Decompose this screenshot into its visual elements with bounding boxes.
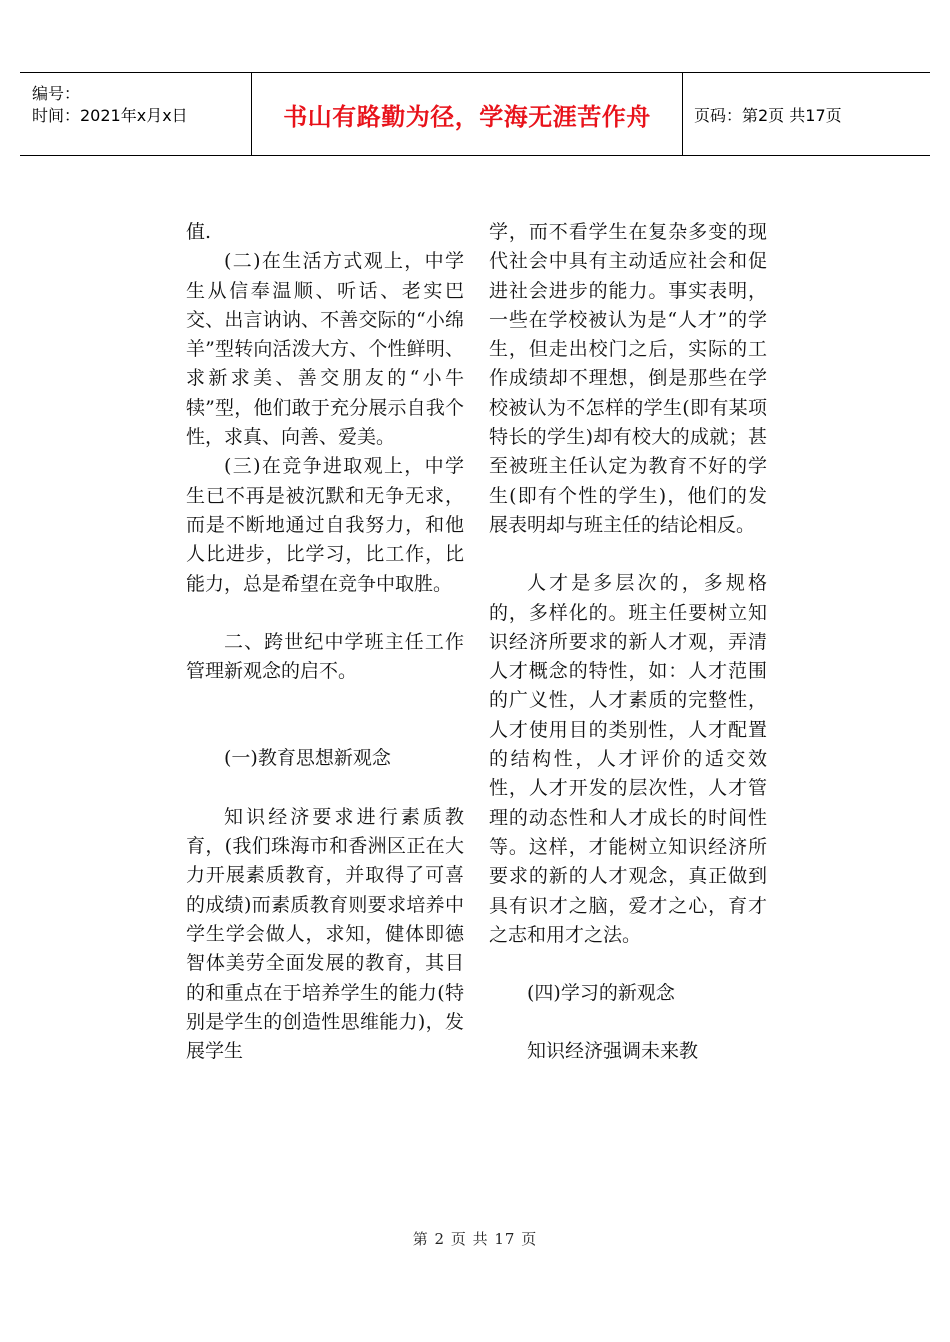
paragraph-spacer bbox=[489, 540, 767, 569]
paragraph-spacer bbox=[489, 950, 767, 979]
header-page-info: 页码：第2页 共17页 bbox=[694, 105, 842, 125]
document-date-label: 时间：2021年x月x日 bbox=[32, 106, 188, 125]
header-motto: 书山有路勤为径，学海无涯苦作舟 bbox=[283, 102, 651, 131]
right-text-column bbox=[489, 218, 767, 1067]
paragraph-spacer bbox=[186, 774, 464, 803]
page-footer bbox=[0, 1228, 950, 1249]
paragraph-spacer bbox=[489, 1008, 767, 1037]
document-number-label: 编号： bbox=[32, 84, 81, 103]
paragraph: 学，而不看学生在复杂多变的现代社会中具有主动适应社会和促进社会进步的能力。事实表明，一些在学校被认为是“人才”的学生，但走出校门之后，实际的工作成绩却不理想，倒是那些在学校被认为不怎样的学生(即有某项特长的学生)却有校大的成就；甚至被班主任认定为教育不好的学生(即有个性的学生)，他们的发展表明却与班主任的结论相反。 bbox=[489, 221, 767, 536]
paragraph: (二)在生活方式观上，中学生从信奉温顺、听话、老实巴交、出言讷讷、不善交际的“小绵羊”型转向活泼大方、个性鲜明、求新求美、善交朋友的“小牛犊”型，他们敢于充分展示自我个性，求真、向善、爱美。 bbox=[186, 250, 464, 449]
paragraph-spacer bbox=[186, 686, 464, 744]
subsection-heading: (一)教育思想新观念 bbox=[224, 747, 391, 770]
paragraph: 知识经济要求进行素质教育，(我们珠海市和香洲区正在大力开展素质教育，并取得了可喜的成绩)而素质教育则要求培养中学生学会做人，求知，健体即德智体美劳全面发展的教育，其目的和重点在于培养学生的能力(特别是学生的创造性思维能力)，发展学生 bbox=[186, 805, 464, 1063]
section-heading: 二、跨世纪中学班主任工作管理新观念的启不。 bbox=[186, 630, 464, 683]
header-meta-cell bbox=[20, 73, 252, 155]
left-text-column bbox=[186, 218, 464, 1066]
header-motto-cell bbox=[252, 73, 683, 155]
footer-page-number: 第 2 页 共 17 页 bbox=[412, 1230, 538, 1248]
page-header bbox=[20, 72, 930, 156]
paragraph-spacer bbox=[186, 599, 464, 628]
paragraph: 人才是多层次的，多规格的，多样化的。班主任要树立知识经济所要求的新人才观，弄清人才概念的特性，如：人才范围的广义性，人才素质的完整性，人才使用目的类别性，人才配置的结构性，人才评价的适交效性，人才开发的层次性，人才管理的动态性和人才成长的时间性等。这样，才能树立知识经济所要求的新的人才观念，真正做到具有识才之脑，爱才之心，育才之志和用才之法。 bbox=[489, 572, 767, 946]
subsection-heading: (四)学习的新观念 bbox=[527, 982, 675, 1005]
paragraph: (三)在竞争进取观上，中学生已不再是被沉默和无争无求，而是不断地通过自我努力，和他人比进步，比学习，比工作，比能力，总是希望在竞争中取胜。 bbox=[186, 455, 464, 595]
paragraph: 值. bbox=[186, 221, 212, 243]
header-page-cell bbox=[683, 73, 930, 155]
paragraph: 知识经济强调未来教 bbox=[527, 1040, 699, 1063]
